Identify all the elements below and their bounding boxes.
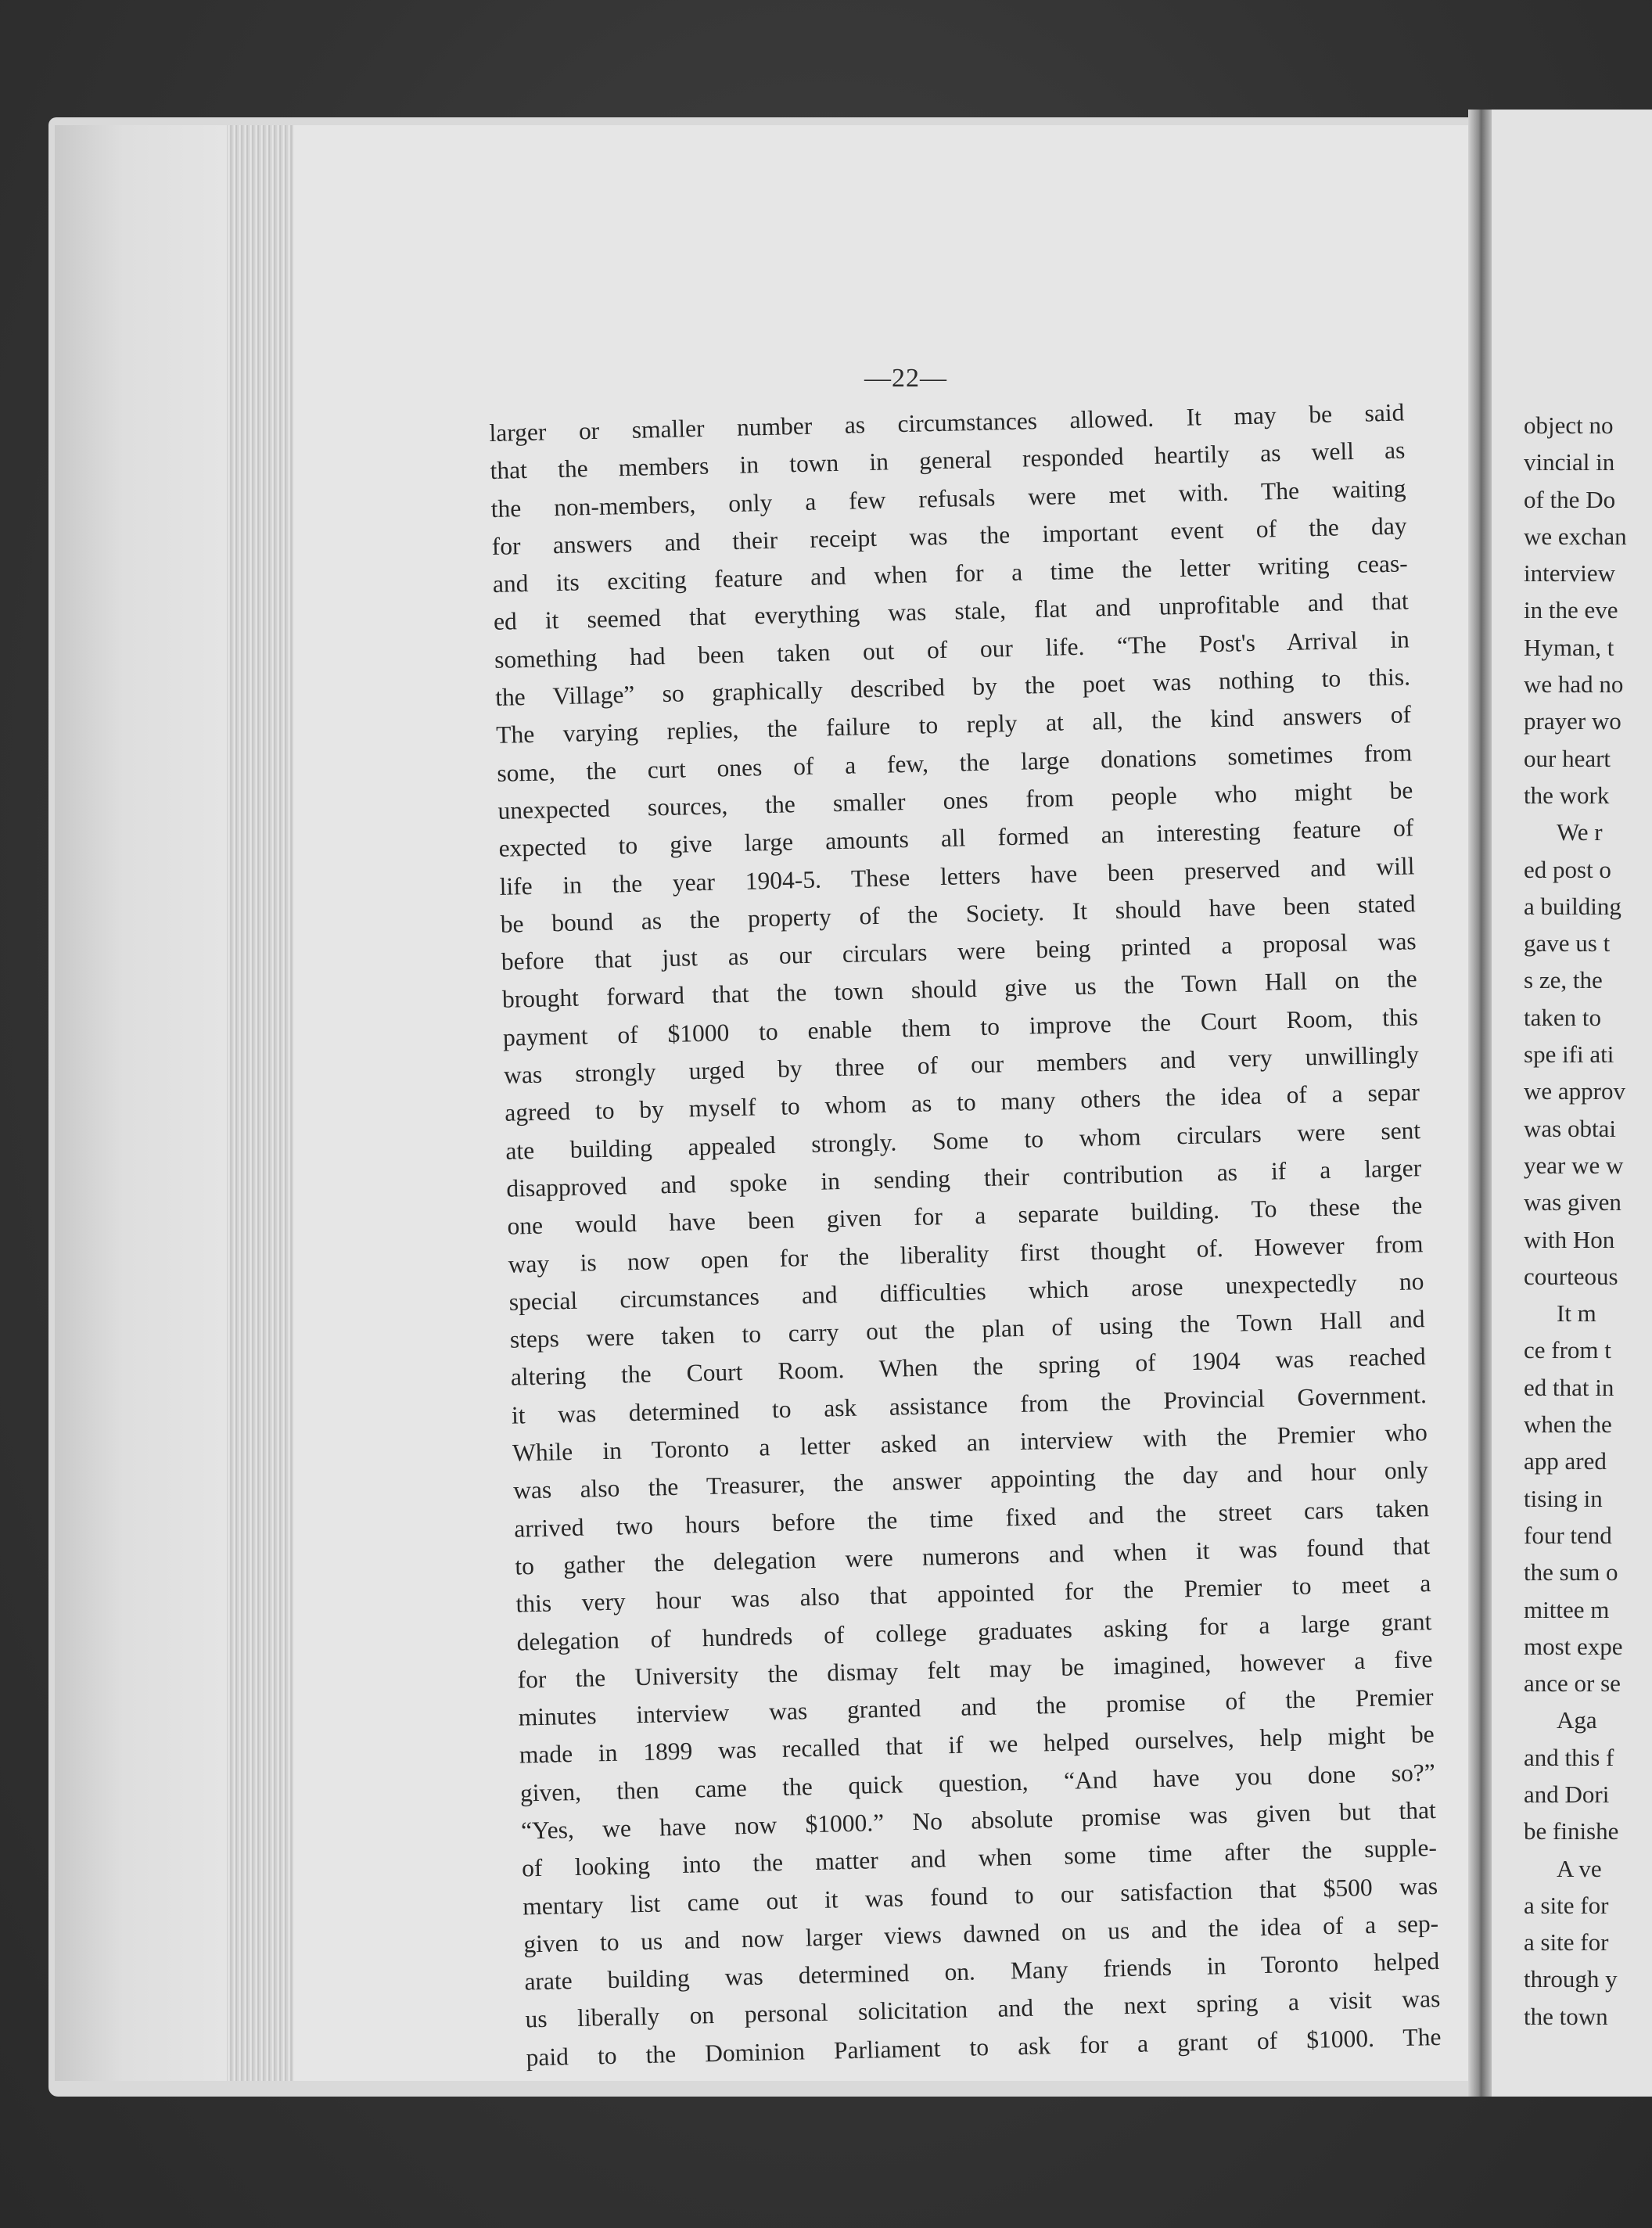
text-line: be bound as the property of the Society. It should have been stated <box>500 889 1416 938</box>
right-page-text-line: through y <box>1524 1965 1618 1993</box>
text-line: it was determined to ask assistance from the Provincial Government. <box>511 1380 1428 1429</box>
page-number: —22— <box>864 364 947 393</box>
text-line: given to us and now larger views dawned on us and the idea of a sep- <box>523 1909 1439 1958</box>
right-page-text-line: most expe <box>1524 1632 1623 1660</box>
text-line: minutes interview was granted and the promise of the Premier <box>518 1683 1434 1731</box>
right-page-text-line: was given <box>1524 1188 1621 1216</box>
right-page-text-line: was obtai <box>1524 1114 1616 1142</box>
right-page-text-line: we exchan <box>1524 522 1627 550</box>
right-page-text-line: our heart <box>1524 744 1611 772</box>
text-line: altering the Court Room. When the spring of 1904 was reached <box>510 1342 1427 1392</box>
text-line: disapproved and spoke in sending their contribution as if a larger <box>506 1154 1422 1202</box>
text-line: life in the year 1904-5. These letters have been preserved and will <box>499 851 1415 900</box>
right-page-text-line: and this f <box>1524 1743 1614 1771</box>
right-page-text-block <box>1524 407 1652 2035</box>
right-page-text-line: ed post o <box>1524 855 1611 883</box>
right-page-text-line: when the <box>1524 1410 1612 1439</box>
right-page-text-line: We r <box>1557 818 1603 846</box>
right-page-text-line: taken to <box>1524 1003 1601 1031</box>
text-line: The varying replies, the failure to reply at all, the kind answers of <box>495 700 1412 749</box>
right-page-text-line: four tend <box>1524 1521 1612 1549</box>
right-page-text-line: courteous <box>1524 1262 1618 1290</box>
text-line: “Yes, we have now $1000.” No absolute promise was given but that <box>520 1795 1437 1845</box>
text-line: was also the Treasurer, the answer appointing the day and hour only <box>512 1456 1429 1504</box>
text-line: the non-members, only a few refusals were met with. The waiting <box>490 474 1406 523</box>
right-page-text-line: the sum o <box>1524 1558 1618 1587</box>
text-line: for the University the dismay felt may be imagined, however a five <box>517 1644 1433 1694</box>
right-page-text-line: A ve <box>1557 1854 1602 1882</box>
book-gutter <box>1468 110 1492 2097</box>
text-line: expected to give large amounts all formed an interesting feature of <box>498 814 1414 863</box>
right-page-text-line: gave us t <box>1524 929 1611 958</box>
right-page-text-line: and Dori <box>1524 1780 1610 1808</box>
text-line: before that just as our circulars were being printed a proposal was <box>501 927 1417 976</box>
text-line: something had been taken out of our life. “The Post's Arrival in <box>494 625 1410 674</box>
text-line: for answers and their receipt was the important event of the day <box>491 512 1407 560</box>
text-line: ate building appealed strongly. Some to whom circulars were sent <box>505 1116 1421 1165</box>
right-page-text-line: Hyman, t <box>1524 633 1614 661</box>
text-line: way is now open for the liberality first thought of. However from <box>508 1229 1424 1278</box>
right-page-text-line: Aga <box>1557 1706 1597 1734</box>
right-page-text-line: prayer wo <box>1524 707 1621 735</box>
right-page-text-line: in the eve <box>1524 596 1618 624</box>
right-page-text-line: app ared <box>1524 1447 1607 1475</box>
text-line: of looking into the matter and when some time after the supple- <box>521 1834 1438 1882</box>
right-page-text-line: ce from t <box>1524 1336 1611 1364</box>
text-line: some, the curt ones of a few, the large donations sometimes from <box>496 738 1413 787</box>
right-page-text-line: It m <box>1557 1299 1596 1328</box>
right-page-text-line: a site for <box>1524 1928 1609 1957</box>
text-line: While in Toronto a letter asked an interview with the Premier who <box>512 1418 1428 1467</box>
text-line: larger or smaller number as circumstances allowed. It may be said <box>489 398 1405 447</box>
right-page-text-line: we had no <box>1524 670 1624 699</box>
right-page-text-line: the town <box>1524 2002 1608 2030</box>
text-line: was strongly urged by three of our members and very unwillingly <box>503 1040 1420 1089</box>
page-stack-edge <box>55 125 227 2081</box>
right-page-text-line: with Hon <box>1524 1225 1615 1253</box>
right-page-text-line: spe ifi ati <box>1524 1040 1614 1069</box>
right-page-text-line: mittee m <box>1524 1595 1610 1623</box>
right-page-text-line: the work <box>1524 781 1610 809</box>
text-line: one would have been given for a separate building. To these the <box>507 1191 1423 1240</box>
text-line: that the members in town in general responded heartily as well as <box>490 436 1406 485</box>
text-line: to gather the delegation were numerons and when it was found that <box>515 1531 1431 1580</box>
text-line: paid to the Dominion Parliament to ask for a grant of $1000. The <box>526 2022 1442 2072</box>
right-page-text-line: we approv <box>1524 1077 1625 1105</box>
text-line: agreed to by myself to whom as to many others the idea of a separ <box>504 1078 1420 1127</box>
right-page-text-line: ance or se <box>1524 1669 1621 1698</box>
right-page-text-line: a site for <box>1524 1891 1609 1919</box>
right-page-text-line: be finishe <box>1524 1817 1619 1845</box>
text-line: delegation of hundreds of college graduates asking for a large grant <box>516 1607 1432 1656</box>
text-line: given, then came the quick question, “And have you done so?” <box>519 1758 1436 1807</box>
text-line: special circumstances and difficulties which arose unexpectedly no <box>508 1267 1424 1316</box>
right-page-text-line: interview <box>1524 559 1616 588</box>
text-line: ed it seemed that everything was stale, flat and unprofitable and that <box>493 587 1410 636</box>
text-line: arate building was determined on. Many friends in Toronto helped <box>524 1947 1440 1996</box>
text-line: and its exciting feature and when for a time the letter writing ceas- <box>492 549 1409 598</box>
text-line: unexpected sources, the smaller ones from people who might be <box>497 776 1413 825</box>
text-line: payment of $1000 to enable them to improve the Court Room, this <box>502 1003 1419 1051</box>
text-line: mentary list came out it was found to our satisfaction that $500 was <box>522 1871 1438 1921</box>
text-line: this very hour was also that appointed for the Premier to meet a <box>515 1569 1431 1618</box>
right-page-text-line: tising in <box>1524 1484 1603 1512</box>
main-text-block <box>489 393 1442 2076</box>
text-line: us liberally on personal solicitation and the next spring a visit was <box>525 1985 1441 2033</box>
text-line: steps were taken to carry out the plan of using the Town Hall and <box>509 1305 1425 1353</box>
right-page-text-line: ed that in <box>1524 1373 1614 1401</box>
text-line: the Village” so graphically described by the poet was nothing to this. <box>494 663 1411 711</box>
right-page-text-line: object no <box>1524 411 1614 439</box>
right-page-text-line: of the Do <box>1524 485 1616 513</box>
right-page-text-line: vincial in <box>1524 448 1615 476</box>
text-line: arrived two hours before the time fixed and the street cars taken <box>513 1493 1430 1543</box>
text-line: made in 1899 was recalled that if we helped ourselves, help might be <box>519 1720 1435 1769</box>
right-page-text-line: a building <box>1524 892 1621 920</box>
fore-edge-pages <box>227 125 293 2081</box>
right-page-text-line: s ze, the <box>1524 966 1603 994</box>
right-page-text-line: year we w <box>1524 1151 1624 1179</box>
text-line: brought forward that the town should give us the Town Hall on the <box>501 965 1418 1014</box>
